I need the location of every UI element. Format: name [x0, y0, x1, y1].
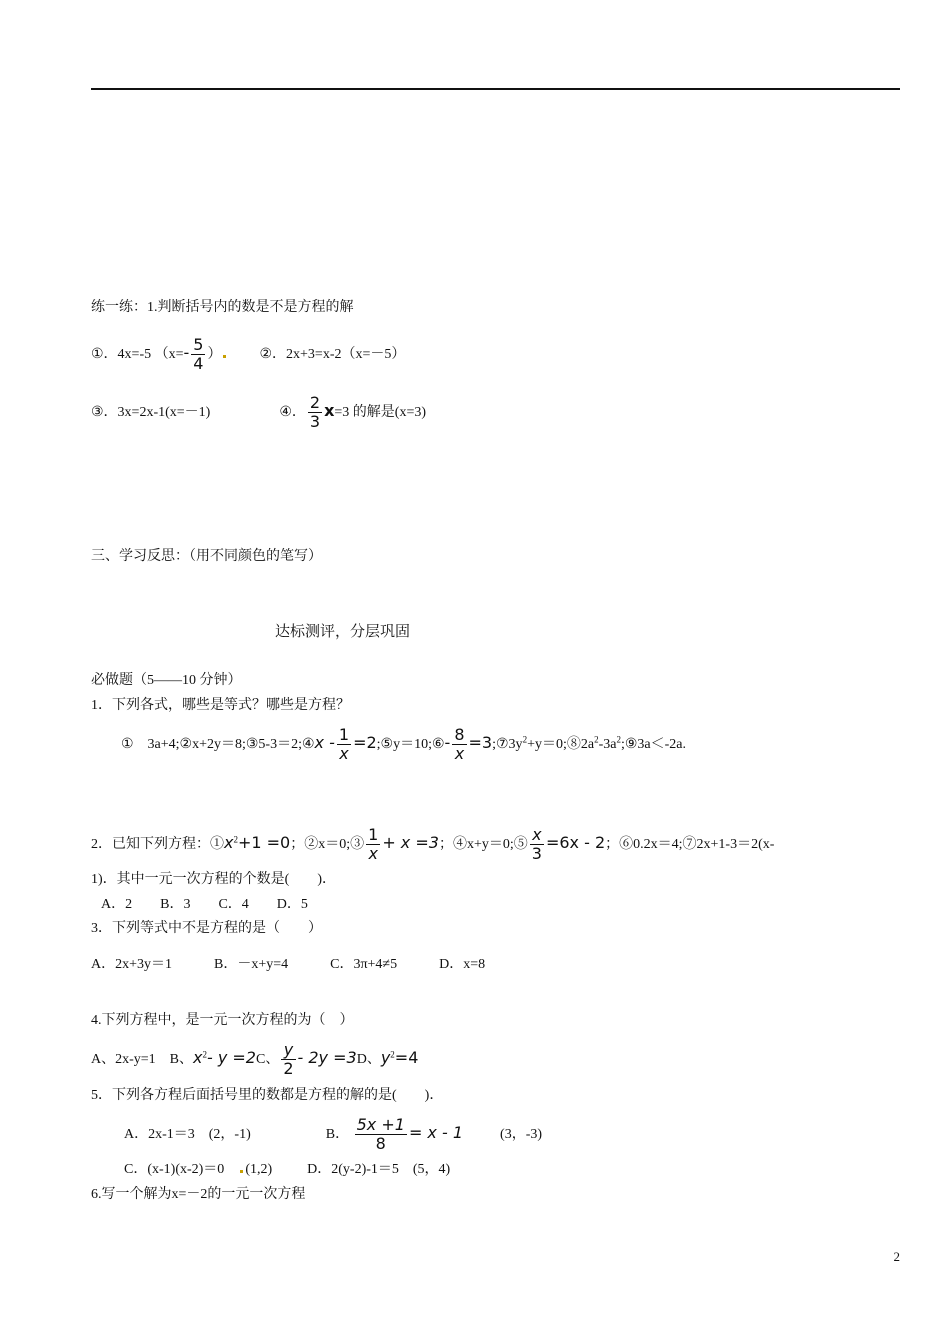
fraction-denominator: 3: [309, 412, 321, 432]
q6-text: 6.写一个解为x=－2的一元一次方程: [91, 1187, 306, 1202]
required-heading: 必做题（5——10 分钟）: [91, 673, 242, 688]
q2-options: A．2 B．3 C．4 D．5: [101, 897, 308, 912]
q5-row-2: [124, 1160, 450, 1180]
fraction-numerator: 2: [309, 393, 321, 413]
stray-dot-mark: [223, 355, 226, 358]
practice-q4-var: x: [324, 401, 335, 420]
fraction-y-2: [281, 1041, 295, 1078]
q1-part-a: ① 3a+4;②x+2y＝8;③5-3＝2;④: [121, 737, 315, 752]
fraction-numerator: 8: [454, 725, 465, 745]
q1-part-c1: ;⑦3y: [492, 737, 523, 752]
q5-c-solution: (1,2): [245, 1162, 273, 1177]
fraction-8-x: [452, 726, 466, 763]
fraction-numerator: 5: [193, 335, 204, 355]
fraction-numerator: 1: [338, 725, 350, 745]
q2-mid1: ；②x＝0;③: [290, 837, 365, 852]
practice-q3: ③．3x=2x-1(x=－1): [91, 405, 211, 420]
q4-text: 4.下列方程中，是一元一次方程的为（ ）: [91, 1013, 354, 1028]
fraction-x-3: [530, 826, 544, 863]
q5-option-c: C．(x-1)(x-2)＝0: [124, 1162, 239, 1177]
section-title: 达标测评，分层巩固: [275, 624, 411, 640]
superscript: 2: [390, 1049, 395, 1060]
fraction-1-x: [337, 726, 351, 763]
fraction-denominator: 3: [531, 844, 542, 864]
q1-part-b: ;⑤y＝10;⑥: [376, 737, 445, 752]
fraction-denominator: 4: [193, 354, 204, 374]
q3-options: A．2x+3y＝1 B．－x+y=4 C．3π+4≠5 D．x=8: [91, 957, 486, 972]
q1-text: 1．下列各式，哪些是等式？哪些是方程？: [91, 698, 350, 713]
q2-e1-var: x: [224, 833, 234, 852]
practice-row-2: [91, 388, 426, 434]
fraction-denominator: x: [454, 744, 465, 764]
q1-part-c3: -3a: [598, 737, 617, 752]
page-number: 2: [893, 1249, 900, 1264]
practice-q4-label: ④．: [279, 405, 306, 420]
fraction-2-3: [308, 394, 322, 431]
fraction-numerator: x: [530, 826, 544, 845]
q4-b-rest: - y =2: [206, 1048, 256, 1067]
superscript: 2: [233, 834, 238, 845]
fraction-numerator: 1: [368, 825, 379, 845]
q4-option-a: A、2x-y=1 B、: [91, 1052, 194, 1067]
q1-eq6-right: =3: [468, 733, 493, 752]
header-rule: [91, 88, 900, 90]
q2-e1-rest: +1 =0: [237, 833, 291, 852]
q1-part-c4: ;⑨3a＜-2a.: [620, 737, 686, 752]
fraction-5x1-8: [355, 1116, 407, 1153]
q4-c-label: C、: [255, 1052, 280, 1067]
q1-eq6-minus: -: [444, 733, 451, 752]
q2-tail: ；⑥0.2x＝4;⑦2x+1-3＝2(x-: [605, 837, 775, 852]
fraction-denominator: x: [339, 744, 349, 764]
q2-lead: 2．已知下列方程：①: [91, 837, 224, 852]
fraction-denominator: x: [368, 844, 378, 864]
practice-q4-rest: =3 的解是(x=3): [334, 405, 427, 420]
stray-dot-mark: [240, 1170, 243, 1173]
q5-b-solution: (3，-3): [500, 1127, 543, 1142]
practice-q1-label: ①．4x=-5 （x=: [91, 347, 184, 362]
practice-q1-minus: -: [183, 343, 190, 362]
q2-e3-rest: + x =3: [382, 833, 439, 852]
superscript: 2: [594, 734, 599, 745]
q1-eq4-right: =2: [353, 733, 377, 752]
q5-b-rest: = x - 1: [408, 1123, 464, 1142]
fraction-numerator: y: [281, 1041, 295, 1060]
q5-option-d: D．2(y-2)-1＝5 (5，4): [307, 1162, 451, 1177]
q5-option-a: A．2x-1＝3 (2，-1): [124, 1127, 251, 1142]
superscript: 2: [616, 734, 621, 745]
q4-options: [91, 1036, 418, 1080]
q5-row-1: [124, 1110, 542, 1156]
fraction-5-4: [191, 336, 205, 373]
reflection-heading: 三、学习反思：（用不同颜色的笔写）: [91, 549, 322, 564]
q4-d-var: y: [380, 1048, 391, 1067]
q1-part-c2: +y＝0;⑧2a: [527, 737, 595, 752]
q2-mid2: ；④x+y＝0;⑤: [438, 837, 528, 852]
q5-text: 5．下列各方程后面括号里的数都是方程的解的是( )．: [91, 1088, 444, 1103]
fraction-1-x: [366, 826, 380, 863]
q4-d-label: D、: [356, 1052, 381, 1067]
practice-row-1: [91, 330, 405, 376]
superscript: 2: [202, 1049, 207, 1060]
practice-q2: ②．2x+3=x-2（x=－5）: [259, 347, 406, 362]
q3-text: 3．下列等式中不是方程的是（ ）: [91, 921, 322, 936]
q4-c-rest: - 2y =3: [297, 1048, 357, 1067]
practice-q1-close: ）: [207, 347, 222, 362]
superscript: 2: [522, 734, 528, 745]
q5-b-label: B．: [325, 1127, 350, 1142]
practice-title: 练一练：1.判断括号内的数是不是方程的解: [91, 300, 354, 315]
q1-expressions: [121, 720, 686, 766]
fraction-denominator: 8: [375, 1134, 386, 1154]
q1-eq4-left: x -: [314, 733, 335, 752]
q4-d-rest: =4: [394, 1048, 419, 1067]
fraction-numerator: 5x +1: [356, 1115, 405, 1135]
q2-e5-rest: =6x - 2: [545, 833, 606, 852]
q4-b-var: x: [193, 1048, 203, 1067]
q2-equations: [91, 820, 774, 866]
fraction-denominator: 2: [283, 1059, 294, 1079]
q2-line2: 1)．其中一元一次方程的个数是( )．: [91, 872, 336, 887]
